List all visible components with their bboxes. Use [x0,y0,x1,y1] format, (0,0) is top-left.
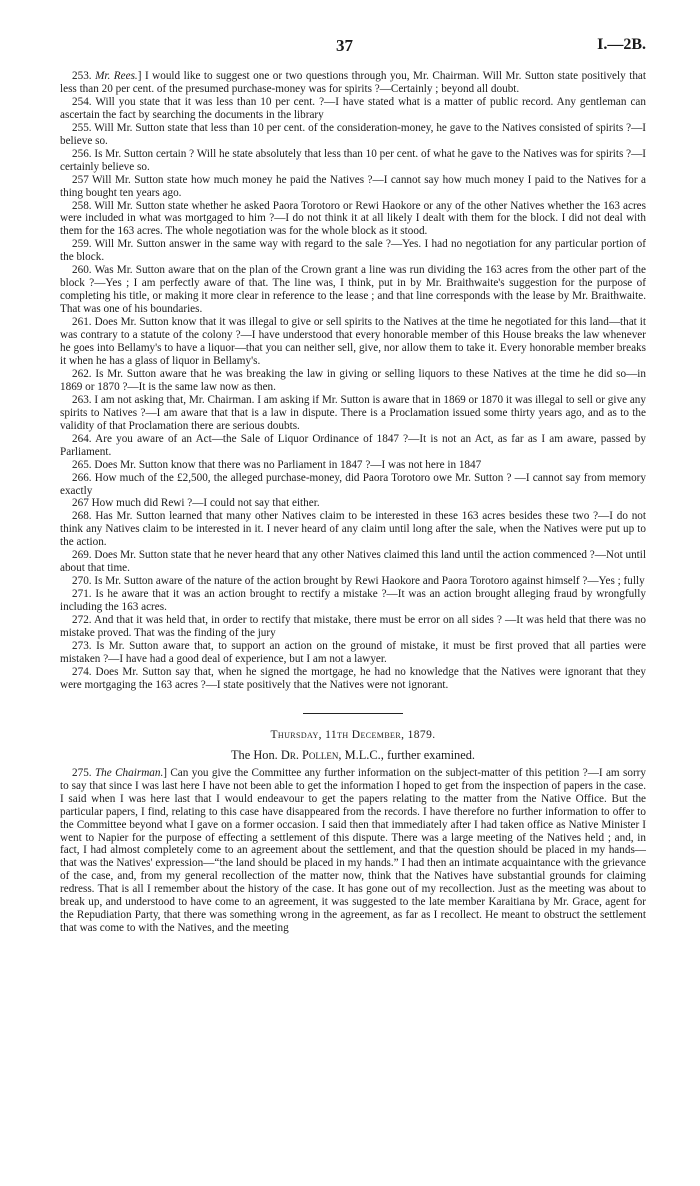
question-paragraph [60,767,646,935]
question-paragraph [60,148,646,174]
question-text: Does Mr. Sutton know that there was no Parliament in 1847 ?—I was not here in 1847 [91,458,482,471]
question-number: 256. [72,147,92,160]
question-number: 270. [72,575,92,588]
question-number: 255. [72,121,92,134]
question-number: 258. [72,199,92,212]
question-paragraph [60,70,646,96]
question-paragraph [60,459,646,472]
question-paragraph [60,238,646,264]
question-number: 269. [72,549,92,562]
question-number: 253. [72,70,92,82]
question-paragraph [60,666,646,692]
evidence-block-rees [60,70,646,692]
question-paragraph [60,174,646,200]
question-text: Will Mr. Sutton answer in the same way with regard to the sale ?—Yes. I had no negotiation for any particular portion of the block. [60,238,646,264]
question-number: 254. [72,95,92,108]
speaker-name: Mr. Rees. [95,70,138,82]
page-number: 37 [336,36,353,55]
question-number: 261. [72,316,92,329]
question-text: I am not asking that, Mr. Chairman. I am asking if Mr. Sutton is aware that in 1869 or 1870 it was illegal to sell or give any spirits to Natives ?—I am aware that that is a law in dispute. There is a Proclamation issued some thirty years ago, and as to the validity of that Proclamation there are serious doubts. [60,393,646,432]
question-paragraph [60,640,646,666]
question-text: Has Mr. Sutton learned that many other Natives claim to be interested in these 163 acres besides these two ?—I do not think any Natives claim to be interested in it. I never heard of any claim until long after the sale, when the Natives were put up to the action. [60,510,646,549]
document-reference: I.—2B. [597,36,646,53]
question-text: Are you aware of an Act—the Sale of Liquor Ordinance of 1847 ?—It is not an Act, as far as I am aware, passed by Parliament. [60,432,646,458]
question-number: 265. [72,458,92,471]
question-paragraph [60,575,646,588]
question-number: 273. [72,639,92,652]
question-number: 275. [72,766,92,779]
question-text: Does Mr. Sutton state that he never heard that any other Natives claimed this land until the action commenced ?—Not until about that time. [60,549,646,575]
witness-prefix: The Hon. [230,747,281,762]
question-text: How much of the £2,500, the alleged purchase-money, did Paora Torotoro owe Mr. Sutton ? —I cannot say from memory exactly [60,471,646,497]
question-paragraph [60,96,646,122]
witness-name: Dr. Pollen [280,747,339,762]
witness-heading [60,748,646,763]
question-paragraph [60,497,646,510]
question-text: Is Mr. Sutton aware that he was breaking the law in giving or selling liquors to these Natives at the time he did so—in 1869 or 1870 ?—It is the same law now as then. [60,367,646,393]
question-text: Does Mr. Sutton say that, when he signed the mortgage, he had no knowledge that the Natives were ignorant that they were mortgaging the 163 acres ?—I state positively that the Natives were not ignorant. [60,665,646,691]
question-number: 257 [72,173,89,186]
question-paragraph [60,588,646,614]
question-paragraph [60,394,646,433]
date-heading: Thursday, 11th December, 1879. [270,728,436,741]
question-paragraph [60,316,646,368]
speaker-name: The Chairman. [94,766,164,779]
question-paragraph [60,264,646,316]
question-number: 267 [72,497,89,510]
question-text: Is Mr. Sutton certain ? Will he state absolutely that less than 10 per cent. of what he gave to the Natives was for spirits ?—I certainly believe so. [60,147,646,173]
question-text: Is he aware that it was an action brought to rectify a mistake ?—It was an action brought alleging fraud by wrongfully including the 163 acres. [60,588,646,614]
question-paragraph [60,433,646,459]
section-divider [303,713,403,714]
question-paragraph [60,510,646,549]
question-text: Will you state that it was less than 10 per cent. ?—I have stated what is a matter of public record. Any gentleman can ascertain the fact by searching the documents in the library [60,95,646,121]
question-paragraph [60,472,646,498]
question-number: 266. [72,471,92,484]
page-header [60,36,646,62]
question-text: ] I would like to suggest one or two questions through you, Mr. Chairman. Will Mr. Sutton state positively that less than 20 per cent. of the presumed purchase-money was for spirits ?—Certainly ; beyond all doubt. [60,70,646,95]
question-text: Is Mr. Sutton aware of the nature of the action brought by Rewi Haokore and Paora Torotoro against himself ?—Yes ; fully [91,575,645,588]
question-paragraph [60,368,646,394]
question-paragraph [60,122,646,148]
question-text: And that it was held that, in order to rectify that mistake, there must be error on all sides ? —It was held that there was no mistake proved. That was the finding of the jury [60,614,646,639]
question-text: Is Mr. Sutton aware that, to support an action on the ground of mistake, it must be first proved that all parties were mistaken ?—I have had a good deal of experience, but I am not a lawyer. [60,639,646,665]
question-text: Will Mr. Sutton state how much money he paid the Natives ?—I cannot say how much money I paid to the Natives for a thing bought ten years ago. [60,173,646,199]
question-number: 260. [72,264,92,277]
question-text: Was Mr. Sutton aware that on the plan of the Crown grant a line was run dividing the 163 acres from the other part of the block ?—Yes ; I am perfectly aware of that. The line was, I think, put in by Mr. Braithwaite's suggestion for the purpose of completing his title, or making it more clear in reference to the lease ; and that line corresponds with the lease by Mr. Braithwaite. That was one of his boundaries. [60,264,646,316]
question-text: ] Can you give the Committee any further information on the subject-matter of this petition ?—I am sorry to say that since I was last here I have not been able to get the information I hoped to get from the inspection of papers in the case. I said when I was here last that I would endeavour to get the papers relating to the matter from the Native Office. But the particular papers, I find, relating to this case have disappeared from the records. I have therefore no further information to offer to the Committee beyond what I gave on a former occasion. I said then that immediately after I had taken office as Native Minister I went to Napier for the purpose of effecting a settlement of this dispute. There was a large meeting of the Natives held ; and, in fact, I had almost completely come to an agreement about the settlement, and that the question should be placed in my hands—that was the Natives' expression—“the land should be placed in my hands.” I had then an intimate acquaintance with the grievance of the case, and, from my general recollection of the matter now, think that the Natives have substantial grounds for claiming redress. That is all I remember about the history of the case. It has gone out of my recollection. Just as the meeting was about to break up, and understood to have come to an agreement, it was suggested to the late member Karaitiana by Mr. Grace, agent for the Repudiation Party, that there was something wrong in the agreement, as far as I recollect. He meant to obstruct the settlement that was come to with the Natives, and the meeting [60,766,646,935]
question-number: 274. [72,665,92,678]
question-paragraph [60,549,646,575]
question-text: How much did Rewi ?—I could not say that either. [88,497,320,510]
question-number: 264. [72,432,92,445]
evidence-block-pollen [60,767,646,935]
question-number: 259. [72,238,92,251]
question-number: 272. [72,614,92,627]
question-paragraph [60,614,646,640]
question-number: 262. [72,367,92,380]
question-text: Does Mr. Sutton know that it was illegal to give or sell spirits to the Natives at the time he negotiated for this land—that it was contrary to a statute of the colony ?—I have understood that every honorable member of this House breaks the law whenever he goes into Bellamy's to have a liquor—that you can neither sell, give, nor allow them to take it. Every honorable member breaks it when he has a glass of liquor in Bellamy's. [60,316,646,367]
question-paragraph [60,200,646,239]
question-text: Will Mr. Sutton state that less than 10 per cent. of the consideration-money, he gave to the Natives consisted of spirits ?—I believe so. [60,121,646,147]
question-number: 263. [72,393,92,406]
witness-suffix: , M.L.C., further examined. [338,747,476,762]
question-text: Will Mr. Sutton state whether he asked Paora Torotoro or Rewi Haokore or any of the other Natives whether the 163 acres were included in what was mortgaged to him ?—I do not think it at all likely I dealt with them for the block. I did not deal with them for the 163 acres. The whole negotiation was for the whole block as it stood. [60,199,646,238]
question-number: 268. [72,510,92,523]
question-number: 271. [72,588,92,601]
